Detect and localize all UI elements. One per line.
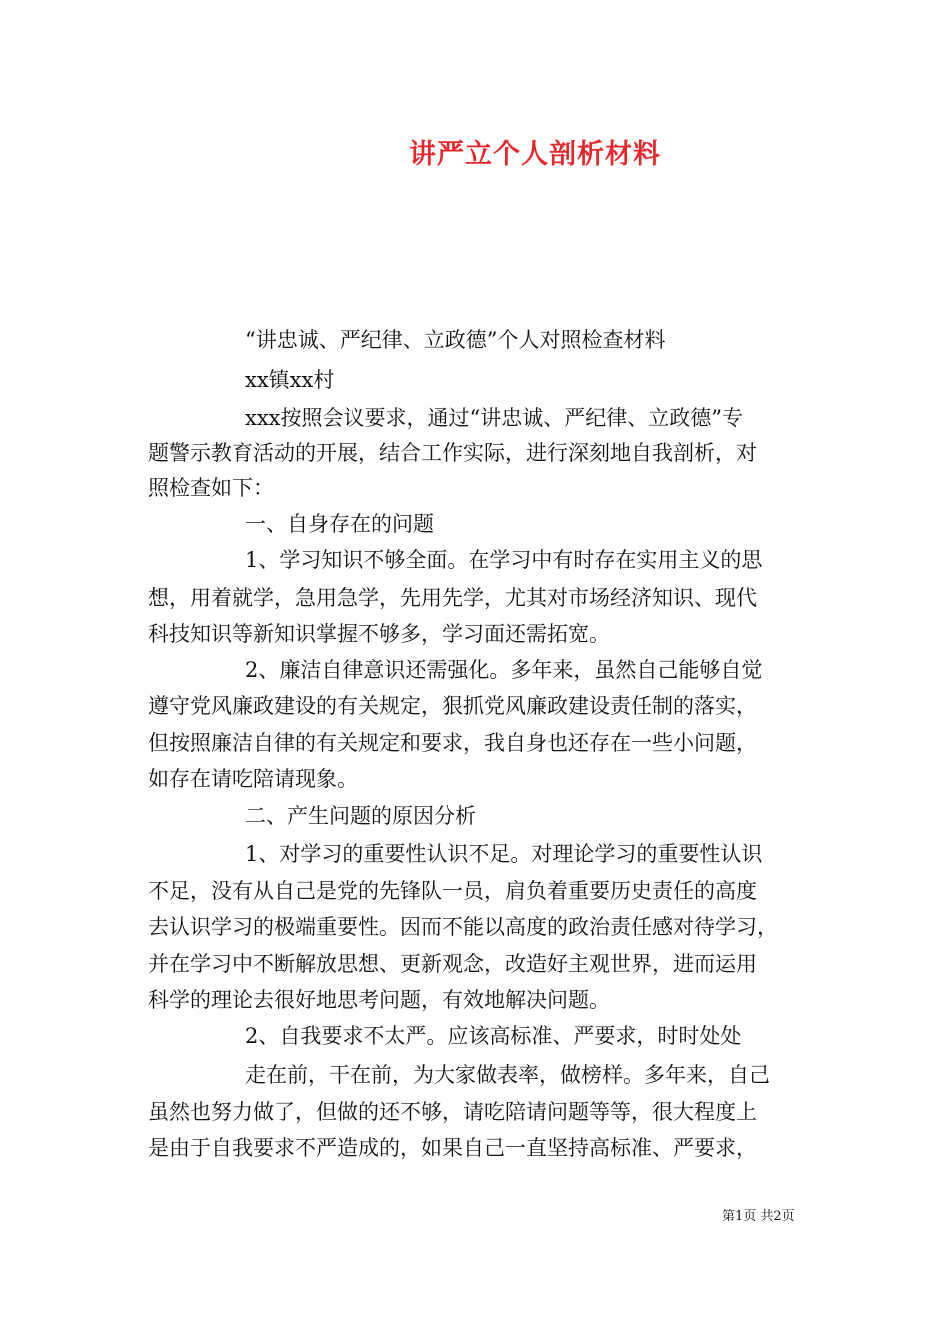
location-line: xx镇xx村: [245, 368, 335, 392]
body-line: 1、对学习的重要性认识不足。对理论学习的重要性认识: [245, 842, 763, 866]
body-line: 但按照廉洁自律的有关规定和要求，我自身也还存在一些小问题，: [148, 731, 757, 755]
body-line: 并在学习中不断解放思想、更新观念，改造好主观世界，进而运用: [148, 952, 757, 976]
body-line: 想，用着就学，急用急学，先用先学，尤其对市场经济知识、现代: [148, 586, 757, 610]
body-line: 照检查如下：: [148, 476, 274, 500]
section-heading: 一、自身存在的问题: [245, 512, 434, 536]
body-line: xxx按照会议要求，通过“讲忠诚、严纪律、立政德”专: [245, 406, 743, 430]
document-title: 讲严立个人剖析材料: [409, 139, 661, 170]
body-line: 题警示教育活动的开展，结合工作实际，进行深刻地自我剖析，对: [148, 441, 757, 465]
body-line: 2、廉洁自律意识还需强化。多年来，虽然自己能够自觉: [245, 658, 763, 682]
subtitle-line: “讲忠诚、严纪律、立政德”个人对照检查材料: [245, 328, 666, 352]
body-line: 不足，没有从自己是党的先锋队一员，肩负着重要历史责任的高度: [148, 879, 757, 903]
page-number: 第1页 共2页: [722, 1209, 795, 1224]
body-line: 1、学习知识不够全面。在学习中有时存在实用主义的思: [245, 548, 763, 572]
body-line: 虽然也努力做了，但做的还不够，请吃陪请问题等等，很大程度上: [148, 1100, 757, 1124]
body-line: 科技知识等新知识掌握不够多，学习面还需拓宽。: [148, 622, 610, 646]
body-line: 走在前，干在前，为大家做表率，做榜样。多年来，自己: [245, 1063, 770, 1087]
body-line: 2、自我要求不太严。应该高标准、严要求，时时处处: [245, 1024, 742, 1048]
body-line: 科学的理论去很好地思考问题，有效地解决问题。: [148, 988, 610, 1012]
body-line: 遵守党风廉政建设的有关规定，狠抓党风廉政建设责任制的落实，: [148, 694, 757, 718]
body-line: 去认识学习的极端重要性。因而不能以高度的政治责任感对待学习，: [148, 915, 778, 939]
body-line: 是由于自我要求不严造成的，如果自己一直坚持高标准、严要求，: [148, 1136, 757, 1160]
body-line: 如存在请吃陪请现象。: [148, 767, 358, 791]
section-heading: 二、产生问题的原因分析: [245, 804, 476, 828]
